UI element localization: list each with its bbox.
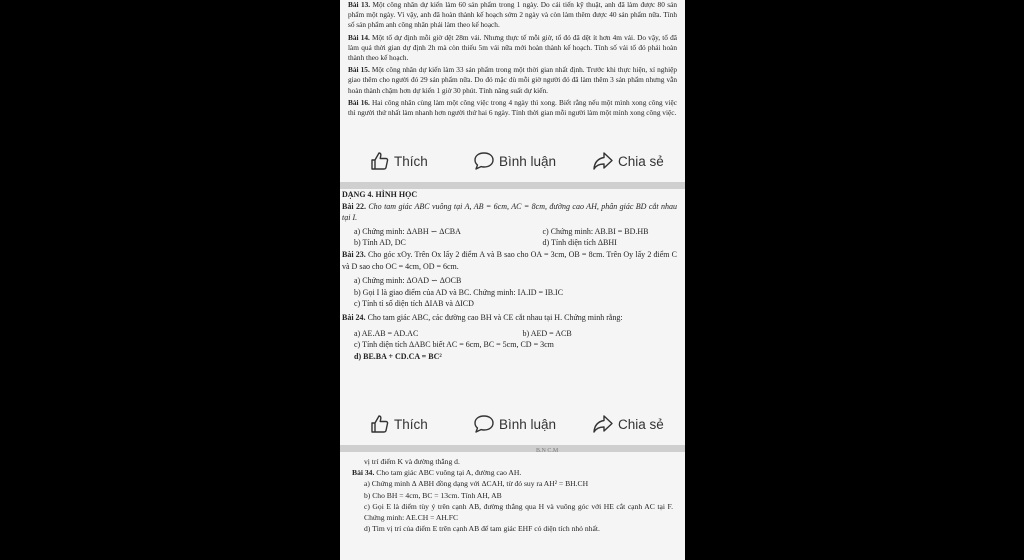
problem-34-a: a) Chứng minh Δ ABH đồng dạng với ΔCAH, từ đó suy ra AH² = BH.CH <box>364 479 589 489</box>
problem-34-c: c) Gọi E là điểm tùy ý trên cạnh AB, đường thẳng qua H và vuông góc với HE cắt cạnh AC tại F. Chứng minh: AE.CH = AH.FC <box>364 501 673 523</box>
comment-icon <box>473 414 495 434</box>
share-button[interactable] <box>592 140 664 182</box>
thumbs-up-icon <box>370 151 390 171</box>
like-button-2[interactable] <box>370 403 428 445</box>
cut-off-text: B.N C.M <box>536 448 559 454</box>
problem-22-b: b) Tính AD, DC <box>354 238 406 248</box>
problem-23-b: b) Gọi I là giao điểm của AD và BC. Chứng minh: IA.ID = IB.IC <box>354 287 564 297</box>
problem-16: Bài 16. Hai công nhân cùng làm một công việc trong 4 ngày thì xong. Biết rằng nếu một mình xong công việc thì người thứ nhất làm nhanh hơn người thứ hai 6 ngày. Tính thời gian mỗi người làm một mình xong công việc. <box>348 97 677 118</box>
problem-24-b: b) AED = ACB <box>522 328 572 338</box>
continuation-line: vị trí điểm K và đường thẳng d. <box>364 457 460 466</box>
problem-24-d: d) BE.BA + CD.CA = BC² <box>354 351 442 361</box>
problem-22-c: c) Chứng minh: AB.BI = BD.HB <box>542 226 649 236</box>
comment-button[interactable] <box>473 140 556 182</box>
like-button[interactable] <box>370 140 428 182</box>
problem-15: Bài 15. Một công nhân dự kiến làm 33 sản phẩm trong một thời gian nhất định. Trước khi thực hiện, xí nghiệp giao thêm cho người đó 29 sản phẩm nữa. Do đó mặc dù mỗi giờ người đó đã làm thêm 3 sản phẩm nhưng vẫn hoàn thành chậm hơn dự kiến 1 giờ 30 phút. Tính năng suất dự kiến. <box>348 65 677 95</box>
comment-label: Bình luận <box>499 416 557 432</box>
comment-icon <box>473 151 495 171</box>
like-label: Thích <box>394 416 428 432</box>
problem-24: Bài 24. Cho tam giác ABC, các đường cao BH và CE cắt nhau tại H. Chứng minh rằng: <box>342 312 623 322</box>
problem-23-a: a) Chứng minh: ΔOAD ∽ ΔOCB <box>354 276 462 286</box>
share-icon <box>592 151 614 171</box>
document-image-bottom <box>340 456 685 534</box>
problem-22-a: a) Chứng minh: ΔABH ∽ ΔCBA <box>354 226 461 236</box>
post-action-bar <box>340 140 685 182</box>
share-icon <box>592 414 614 434</box>
problem-22-d: d) Tính diện tích ΔBHI <box>542 238 617 248</box>
share-label: Chia sẻ <box>618 153 664 169</box>
document-image-middle <box>340 189 685 362</box>
section-title: DẠNG 4. HÌNH HỌC <box>342 190 418 199</box>
problem-23: Bài 23. Cho góc xOy. Trên Ox lấy 2 điểm A và B sao cho OA = 3cm, OB = 8cm. Trên Oy lấy 2 điểm C và D sao cho OC = 4cm, OD = 6cm. <box>342 249 678 271</box>
post-separator <box>340 182 685 189</box>
problem-34: Bài 34. Cho tam giác ABC vuông tại A, đường cao AH. <box>352 468 522 478</box>
share-button-2[interactable] <box>592 403 664 445</box>
problem-14: Bài 14. Một tổ dự định mỗi giờ dệt 28m vải. Nhưng thực tế mỗi giờ, tổ đó đã dệt ít hơn 4m vải. Do vậy, tổ đã làm quá thời gian dự định 2h mà còn thiếu 5m vải nữa mới hoàn thành kế hoạch. Tính số vải tổ đó phải hoàn thành theo kế hoạch. <box>348 32 677 63</box>
problem-24-c: c) Tính diện tích ΔABC biết AC = 6cm, BC = 5cm, CD = 3cm <box>354 340 554 350</box>
problem-22: Bài 22. Cho tam giác ABC vuông tại A, AB = 6cm, AC = 8cm, đường cao AH, phân giác BD cắt nhau tại I. <box>342 201 678 223</box>
problem-23-c: c) Tính tỉ số diện tích ΔIAB và ΔICD <box>354 299 474 309</box>
problem-34-b: b) Cho BH = 4cm, BC = 13cm. Tính AH, AB <box>364 490 502 500</box>
problem-13: Bài 13. Một công nhân dự kiến làm 60 sản phẩm trong 1 ngày. Do cải tiến kỹ thuật, anh đã làm được 80 sản phẩm một ngày. Vì vậy, anh đã hoàn thành kế hoạch sớm 2 ngày và còn làm thêm được 40 sản phẩm nữa. Tính số sản phẩm anh công nhân phải làm theo kế hoạch. <box>348 0 677 30</box>
post-action-bar-2 <box>340 403 685 445</box>
comment-button-2[interactable] <box>473 403 556 445</box>
comment-label: Bình luận <box>499 153 557 169</box>
post-separator-2 <box>340 445 685 452</box>
problem-34-d: d) Tìm vị trí của điểm E trên cạnh AB để tam giác EHF có diện tích nhỏ nhất. <box>364 524 600 534</box>
document-image-top <box>340 0 685 120</box>
thumbs-up-icon <box>370 414 390 434</box>
post-column <box>340 0 685 560</box>
like-label: Thích <box>394 153 428 169</box>
share-label: Chia sẻ <box>618 416 664 432</box>
problem-24-a: a) AE.AB = AD.AC <box>354 328 419 338</box>
